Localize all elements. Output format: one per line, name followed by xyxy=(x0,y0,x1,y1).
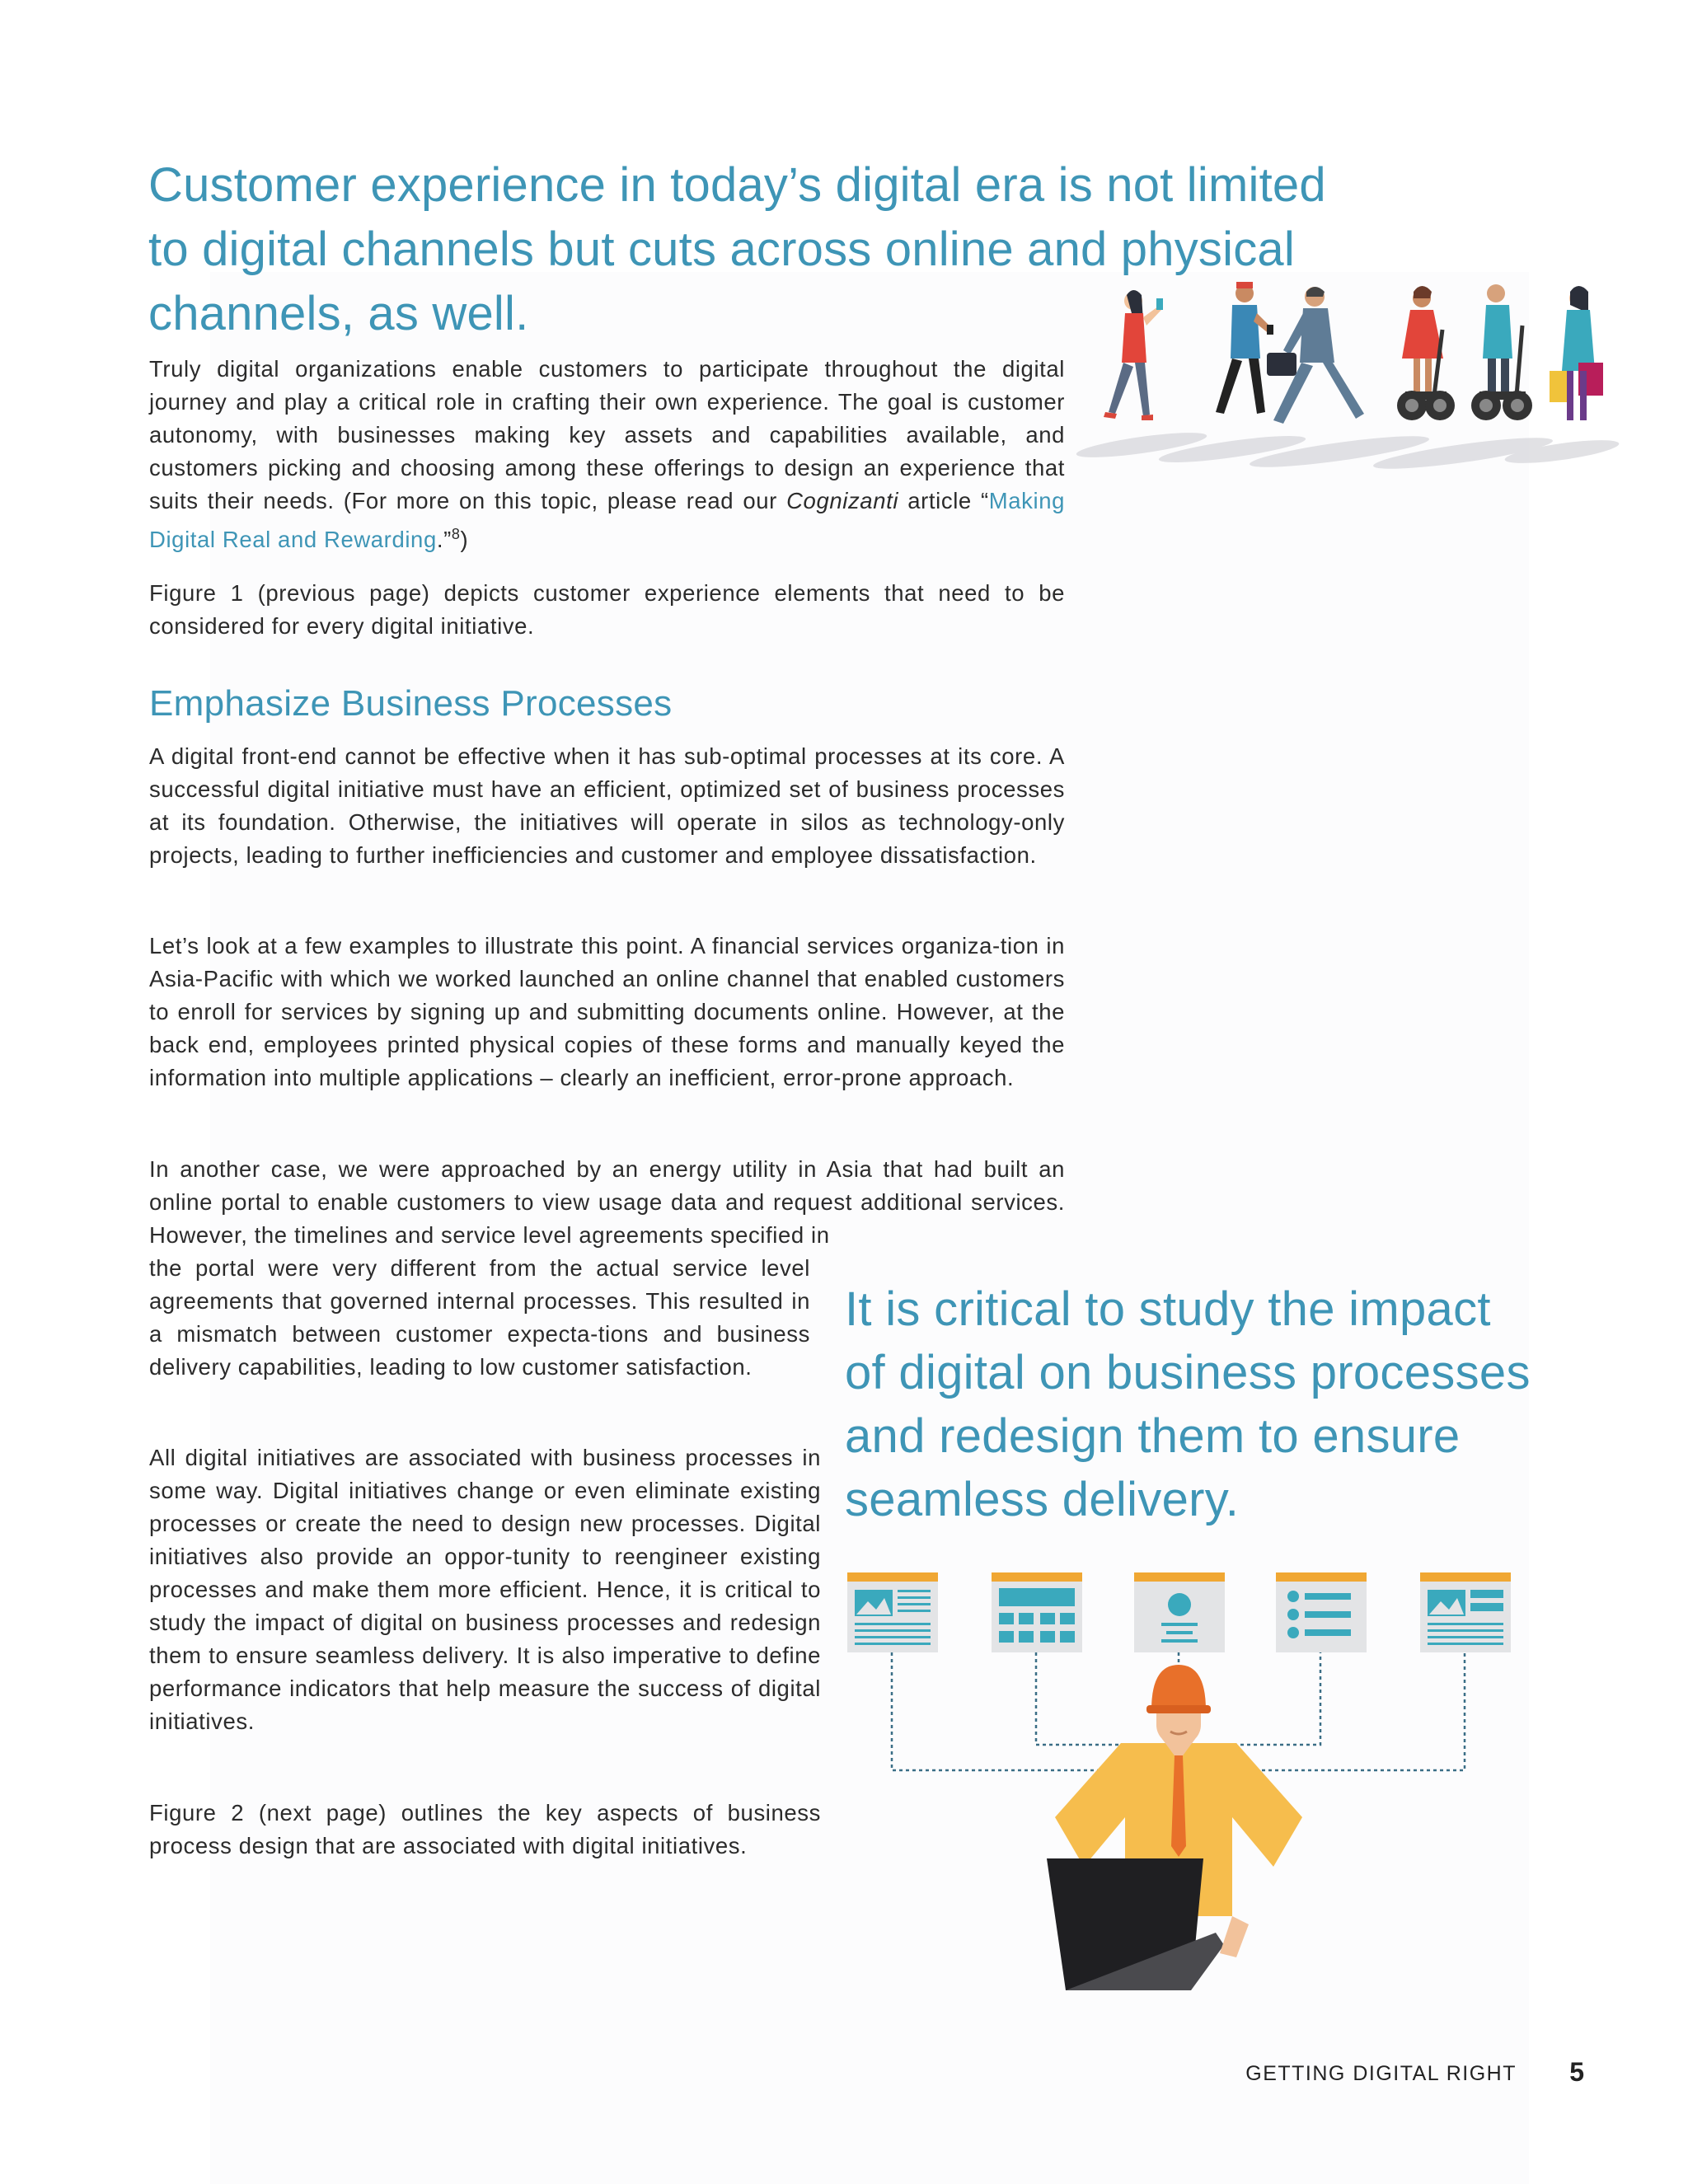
footnote-marker: 8 xyxy=(451,526,461,542)
section-paragraph-3a: In another case, we were approached by an energy utility in Asia that had built an online portal to enable customers to view usage data and request additional services. However, the timelines and service level agreements specified in xyxy=(149,1156,1065,1248)
page-number: 5 xyxy=(1569,2057,1584,2087)
walking-people-segway-icon xyxy=(1067,280,1628,478)
person-4-segway xyxy=(1397,286,1455,420)
person-5-segway xyxy=(1471,284,1532,420)
article-link[interactable]: Making Digital Real and Rewarding xyxy=(149,488,1065,553)
person-2 xyxy=(1216,282,1273,414)
screen-chart-icon xyxy=(847,1572,938,1652)
person-6-shopper xyxy=(1550,286,1603,420)
footer-title: GETTING DIGITAL RIGHT xyxy=(1245,2062,1517,2085)
worker-figure xyxy=(1047,1665,1302,1990)
person-3 xyxy=(1267,287,1364,424)
section-paragraph-4: All digital initiatives are associated with business processes in some way. Digital initiatives change or even eliminate existing processes or create the need to design new processes. Digital initiatives also provide an oppor-tunity to reengineer existing processes and make them more efficient. Hence, it is critical to study the impact of digital on business processes and redesign them to ensure seamless delivery. It is also imperative to define performance indicators that help measure the success of digital initiatives. xyxy=(149,1445,821,1734)
section-paragraph-3b: the portal were very different from the actual service level agreements that governed internal processes. This resulted in a mismatch between customer expecta-tions and business delivery capabilities, leading to low customer satisfaction. xyxy=(149,1255,810,1380)
section-paragraph-2: Let’s look at a few examples to illustrate this point. A financial services organiza-tion in Asia-Pacific with which we worked launched an online channel that enabled customers to enroll for services by signing up and submitting documents online. However, at the back end, employees printed physical copies of these forms and manually keyed the information into multiple applications – clearly an inefficient, error-prone approach. xyxy=(149,933,1065,1090)
section-paragraph-1: A digital front-end cannot be effective when it has sub-optimal processes at its core. A successful digital initiative must have an efficient, optimized set of business processes at its foundation. Otherwise, the initiatives will operate in silos as technology-only projects, leading to further inefficiencies and customer and employee dissatisfaction. xyxy=(149,743,1065,868)
screen-gallery-icon xyxy=(992,1572,1082,1652)
intro-text-mid: article “ xyxy=(898,488,989,513)
intro-text: Truly digital organizations enable customers to participate throughout the digital journey and play a critical role in crafting their own experience. The goal is customer autonomy, with businesses making key assets and capabilities available, and customers picking and choosing among these offerings to design an experience that suits their needs. (For more on this topic, please read our xyxy=(149,356,1065,513)
intro-text-end: .” xyxy=(436,527,452,553)
section-heading: Emphasize Business Processes xyxy=(149,683,673,724)
worker-laptop-screens-icon xyxy=(845,1570,1521,1999)
intro-paragraph xyxy=(149,353,1065,556)
screen-profile-icon xyxy=(1134,1572,1225,1652)
screen-report-icon xyxy=(1420,1572,1511,1652)
person-1 xyxy=(1104,290,1163,420)
headline: Customer experience in today’s digital era is not limited to digital channels but cuts across online and physical channels, as well. xyxy=(148,158,1326,340)
intro-paragraph-2: Figure 1 (previous page) depicts customer experience elements that need to be considered for every digital initiative. xyxy=(149,580,1065,639)
publication-name: Cognizanti xyxy=(786,488,899,513)
screen-list-icon xyxy=(1276,1572,1367,1652)
intro-text-close: ) xyxy=(460,527,469,553)
section-paragraph-5: Figure 2 (next page) outlines the key aspects of business process design that are associated with digital initiatives. xyxy=(149,1800,821,1858)
pull-quote: It is critical to study the impact of digital on business processes and redesign them to ensure seamless delivery. xyxy=(845,1282,1531,1526)
